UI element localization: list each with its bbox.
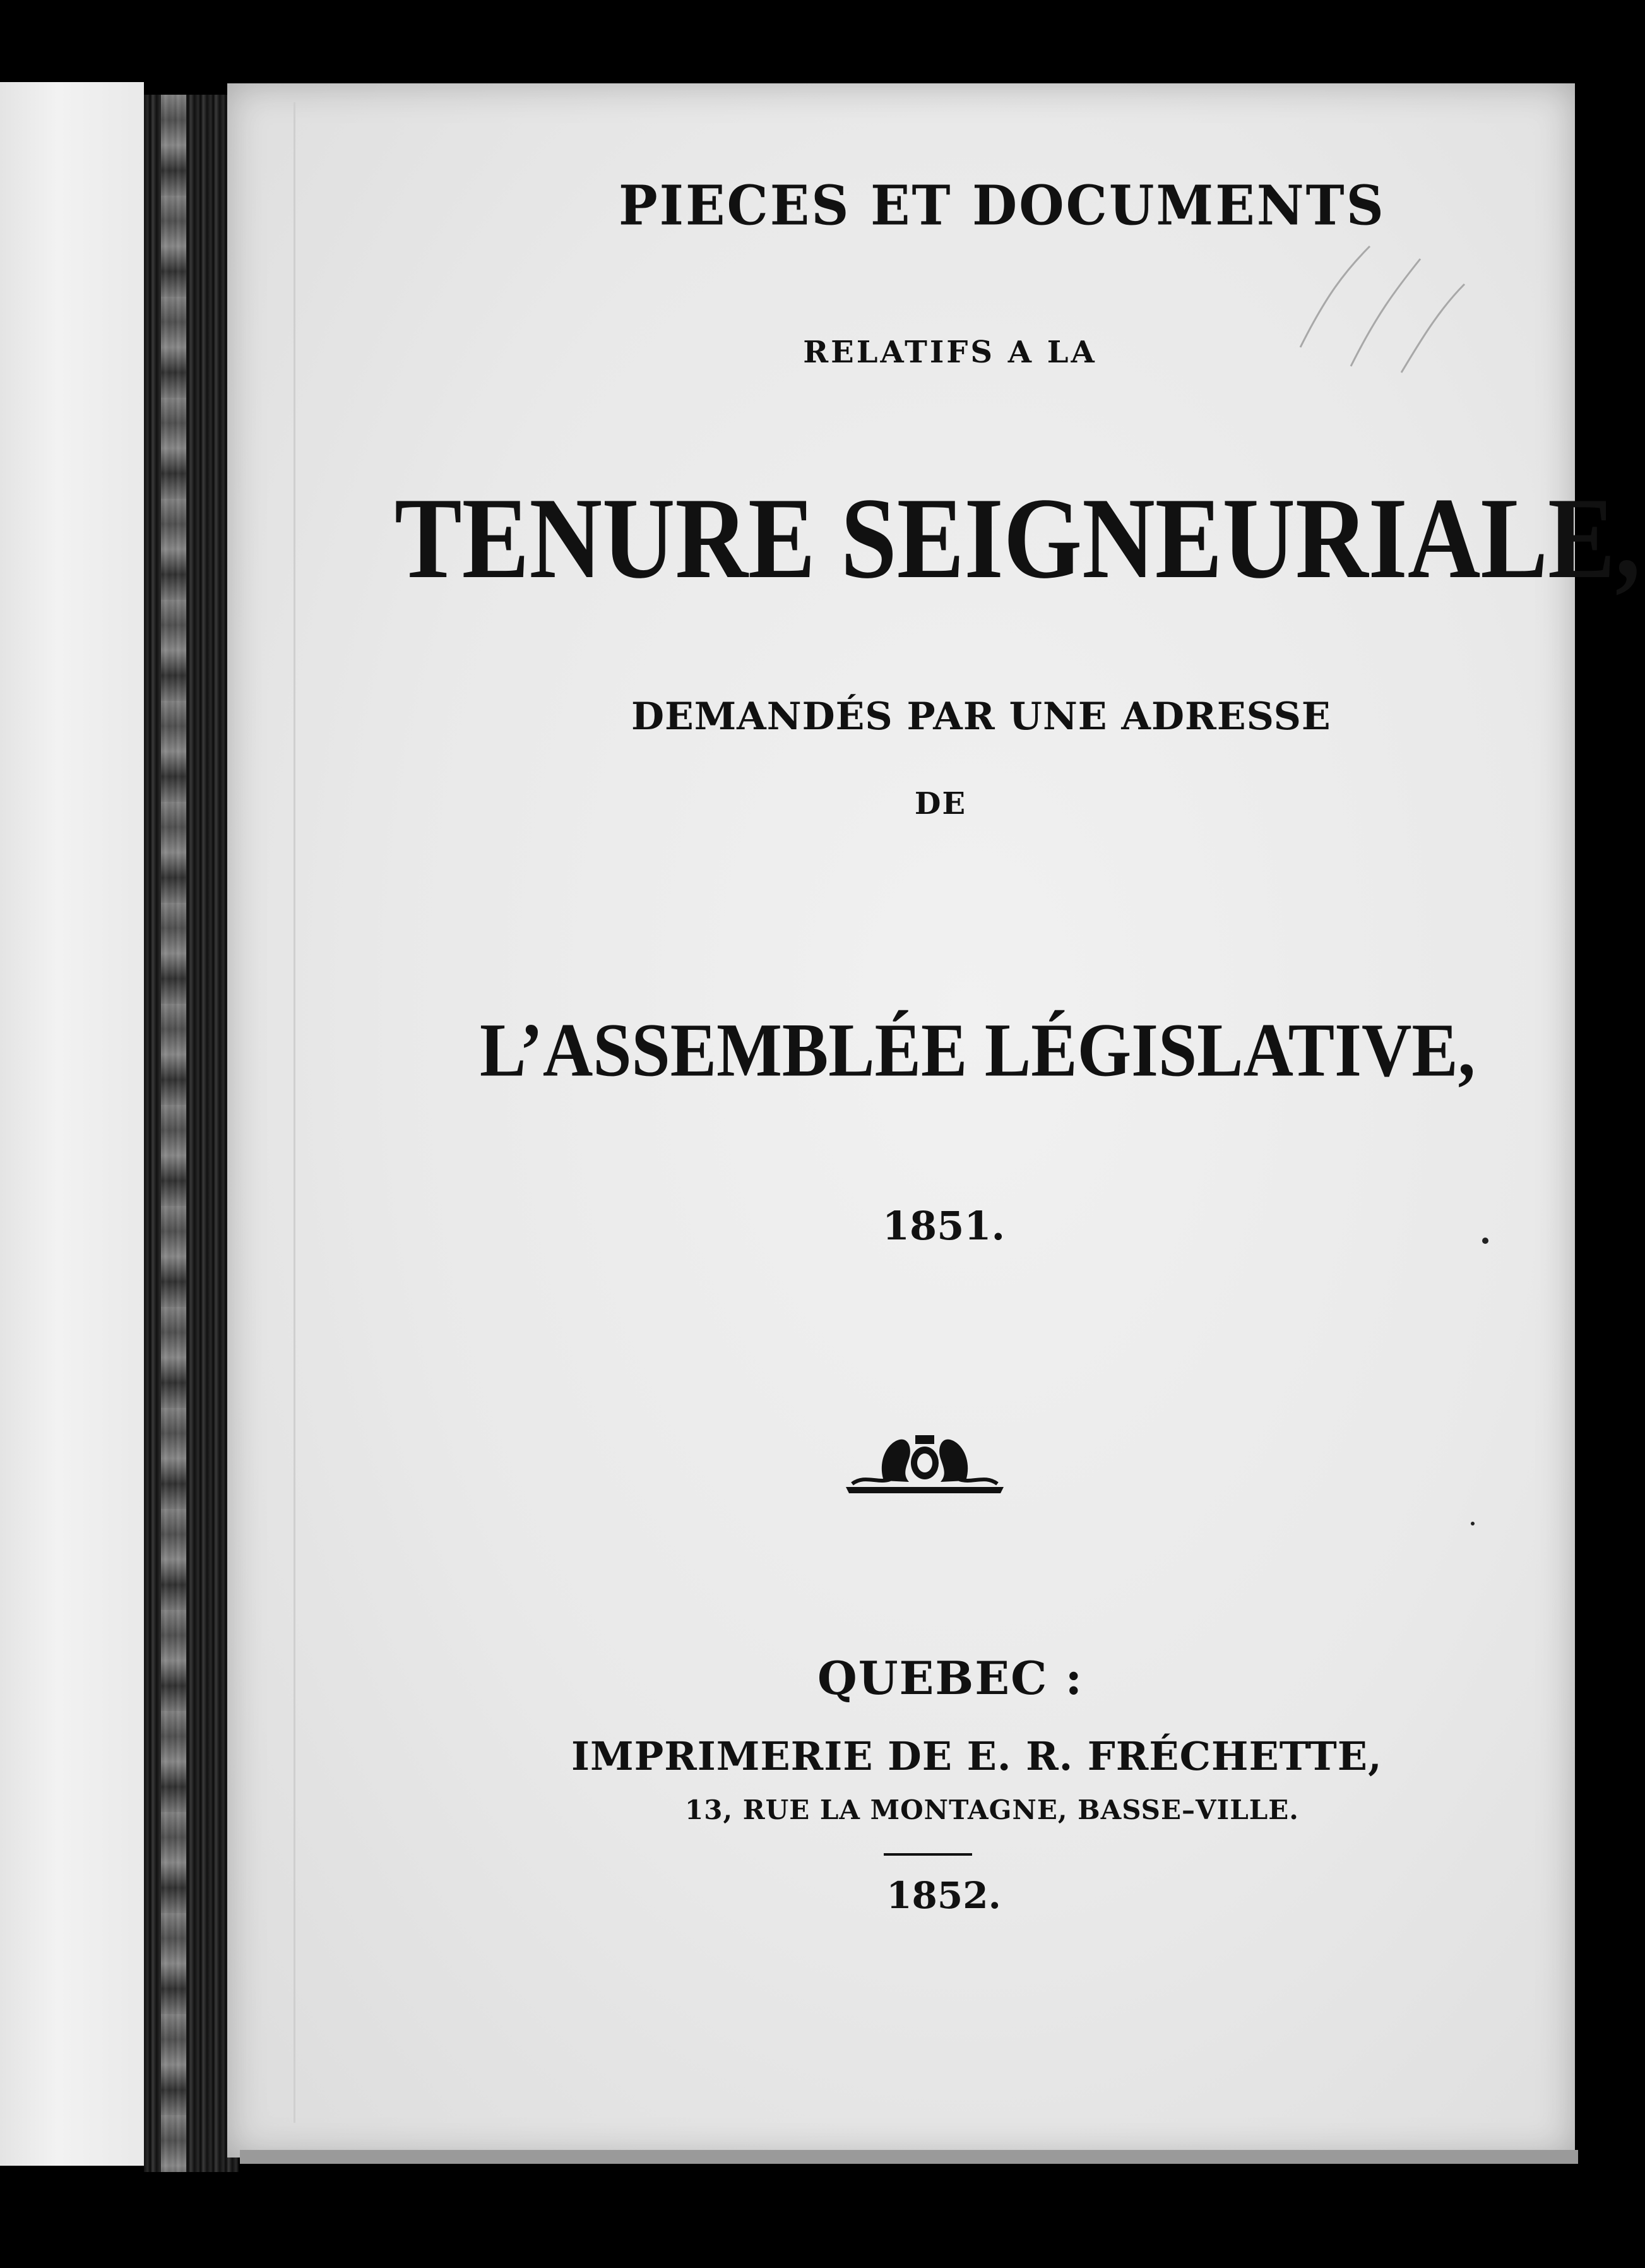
adjacent-leaf [0, 82, 144, 2166]
imprint-year: 1852. [886, 1874, 1001, 1917]
title-line-pieces: PIECES ET DOCUMENTS [619, 174, 1386, 238]
imprint-address: 13, RUE LA MONTAGNE, BASSE–VILLE. [685, 1794, 1299, 1825]
title-line-relatifs: RELATIFS A LA [803, 335, 1097, 370]
assembly-title: L’ASSEMBLÉE LÉGISLATIVE, [480, 1007, 1476, 1093]
subtitle-de: DE [914, 786, 967, 821]
page-bottom-edge [240, 2150, 1578, 2164]
subtitle-demandes: DEMANDÉS PAR UNE ADRESSE [631, 695, 1331, 739]
page-fold [294, 102, 295, 2123]
imprint-rule [884, 1853, 972, 1856]
imprint-printer: IMPRIMERIE DE E. R. FRÉCHETTE, [571, 1733, 1382, 1779]
royal-coat-of-arms-icon [840, 1424, 1010, 1496]
main-title: TENURE SEIGNEURIALE, [395, 473, 1641, 603]
title-page [227, 83, 1641, 2158]
imprint-place: QUEBEC : [817, 1651, 1084, 1705]
pencil-scribble-icon [1288, 221, 1477, 385]
ink-speck [1482, 1238, 1488, 1244]
spine-edge [161, 95, 186, 2172]
book-spine [144, 95, 239, 2172]
year-requested: 1851. [882, 1203, 1006, 1249]
ink-speck [1471, 1522, 1475, 1525]
